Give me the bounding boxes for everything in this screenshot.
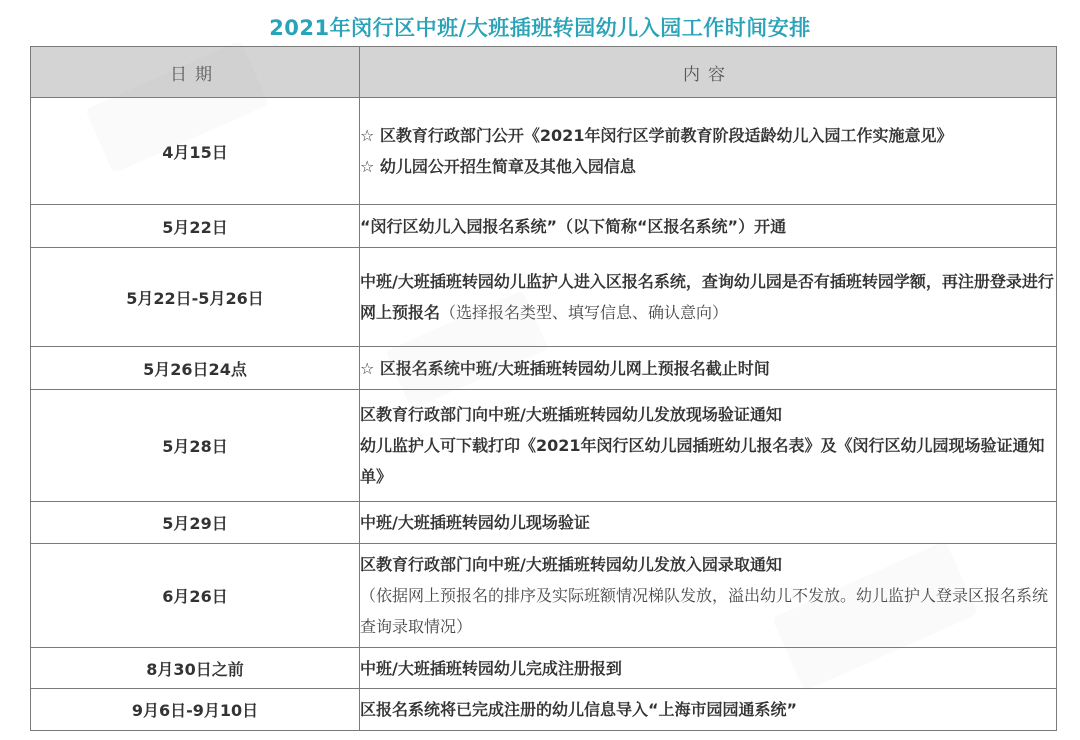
content-line: 中班/大班插班转园幼儿完成注册报到 — [360, 658, 622, 678]
table-row — [31, 502, 1057, 544]
content-cell — [360, 390, 1057, 502]
content-cell — [360, 205, 1057, 248]
column-header-content: 内容 — [360, 47, 1057, 98]
page-title: 2021年闵行区中班/大班插班转园幼儿入园工作时间安排 — [269, 16, 811, 40]
date-cell: 5月28日 — [31, 390, 360, 502]
content-line: ☆ 区报名系统中班/大班插班转园幼儿网上预报名截止时间 — [360, 358, 770, 378]
date-cell: 5月22日-5月26日 — [31, 248, 360, 347]
content-line: 区教育行政部门向中班/大班插班转园幼儿发放现场验证通知 — [360, 405, 782, 424]
content-line: ☆ 幼儿园公开招生简章及其他入园信息 — [360, 157, 636, 176]
table-row — [31, 689, 1057, 731]
content-cell — [360, 347, 1057, 390]
content-cell — [360, 98, 1057, 205]
date-cell: 9月6日-9月10日 — [31, 689, 360, 731]
content-cell — [360, 502, 1057, 544]
content-line: 区教育行政部门向中班/大班插班转园幼儿发放入园录取通知 — [360, 555, 782, 574]
table-row — [31, 248, 1057, 347]
schedule-table — [30, 46, 1057, 731]
content-line: 区报名系统将已完成注册的幼儿信息导入“上海市园园通系统” — [360, 700, 798, 719]
table-row — [31, 648, 1057, 689]
content-cell — [360, 248, 1057, 347]
content-note: （选择报名类型、填写信息、确认意向） — [440, 303, 729, 322]
date-cell: 8月30日之前 — [31, 648, 360, 689]
content-note: （依据网上预报名的排序及实际班额情况梯队发放，溢出幼儿不发放。幼儿监护人登录区报名系统查询录取情况） — [360, 586, 1049, 636]
date-cell: 5月29日 — [31, 502, 360, 544]
table-row — [31, 98, 1057, 205]
content-line: 幼儿监护人可下载打印《2021年闵行区幼儿园插班幼儿报名表》及《闵行区幼儿园现场验证通知单》 — [360, 436, 1045, 486]
column-header-date: 日期 — [31, 47, 360, 98]
content-cell — [360, 544, 1057, 648]
content-line — [360, 266, 1056, 328]
content-text: 中班/大班插班转园幼儿监护人进入区报名系统，查询幼儿园是否有插班转园学额，再注册登录进行网上预报名 — [360, 272, 1054, 322]
table-row — [31, 347, 1057, 390]
table-row — [31, 390, 1057, 502]
date-cell: 6月26日 — [31, 544, 360, 648]
content-cell — [360, 689, 1057, 731]
table-row — [31, 544, 1057, 648]
date-cell: 5月22日 — [31, 205, 360, 248]
content-line: “闵行区幼儿入园报名系统”（以下简称“区报名系统”）开通 — [360, 216, 787, 236]
table-row — [31, 205, 1057, 248]
table-header-row — [31, 47, 1057, 98]
date-cell: 4月15日 — [31, 98, 360, 205]
date-cell: 5月26日24点 — [31, 347, 360, 390]
content-line: 中班/大班插班转园幼儿现场验证 — [360, 513, 590, 532]
content-cell — [360, 648, 1057, 689]
content-line: ☆ 区教育行政部门公开《2021年闵行区学前教育阶段适龄幼儿入园工作实施意见》 — [360, 126, 953, 145]
